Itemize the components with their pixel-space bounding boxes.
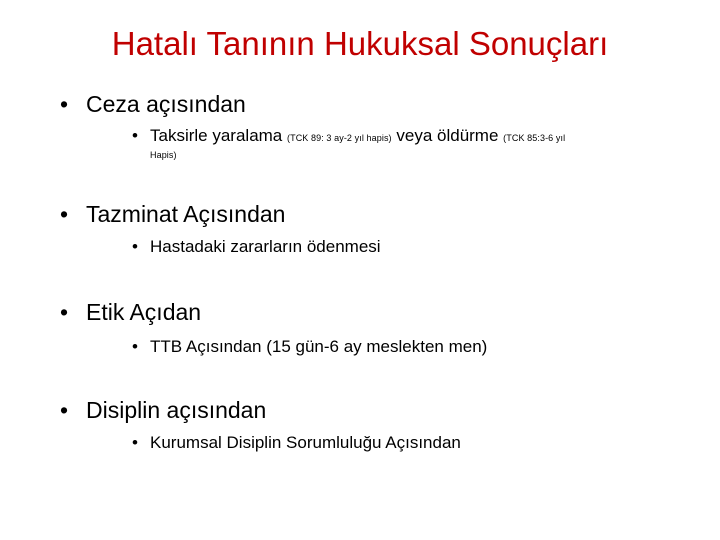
sub-ceza-small1: (TCK 89: 3 ay-2 yıl hapis) [287, 133, 392, 143]
sub-bullet-dot: • [132, 337, 138, 356]
bullet-etik [60, 298, 201, 326]
bullet-tazminat [60, 200, 285, 228]
sub-bullet-dot: • [132, 433, 138, 452]
bullet-tazminat-text: Tazminat Açısından [86, 201, 286, 227]
bullet-dot: • [60, 201, 69, 227]
bullet-ceza-text: Ceza açısından [86, 91, 246, 117]
bullet-disiplin [60, 396, 266, 424]
sub-disiplin-text: Kurumsal Disiplin Sorumluluğu Açısından [150, 433, 461, 452]
sub-bullet-ceza [132, 125, 565, 149]
slide-title: Hatalı Tanının Hukuksal Sonuçları [111, 25, 609, 62]
sub-bullet-disiplin [132, 432, 461, 454]
bullet-dot: • [60, 299, 69, 325]
sub-ceza-small2-cont: Hapis) [150, 150, 177, 160]
bullet-etik-text: Etik Açıdan [86, 299, 202, 325]
sub-tazminat-text: Hastadaki zararların ödenmesi [150, 237, 381, 256]
bullet-dot: • [60, 397, 69, 423]
sub-bullet-etik [132, 336, 487, 358]
sub-ceza-part2: veya öldürme [396, 126, 499, 145]
sub-bullet-dot: • [132, 126, 138, 145]
bullet-disiplin-text: Disiplin açısından [86, 397, 267, 423]
bullet-dot: • [60, 91, 69, 117]
sub-etik-text: TTB Açısından (15 gün-6 ay meslekten men) [150, 337, 488, 356]
sub-bullet-dot: • [132, 237, 138, 256]
sub-bullet-tazminat [132, 236, 381, 258]
sub-ceza-part1: Taksirle yaralama [150, 126, 283, 145]
bullet-ceza [60, 90, 246, 118]
sub-ceza-small2: (TCK 85:3-6 yıl [503, 133, 566, 143]
